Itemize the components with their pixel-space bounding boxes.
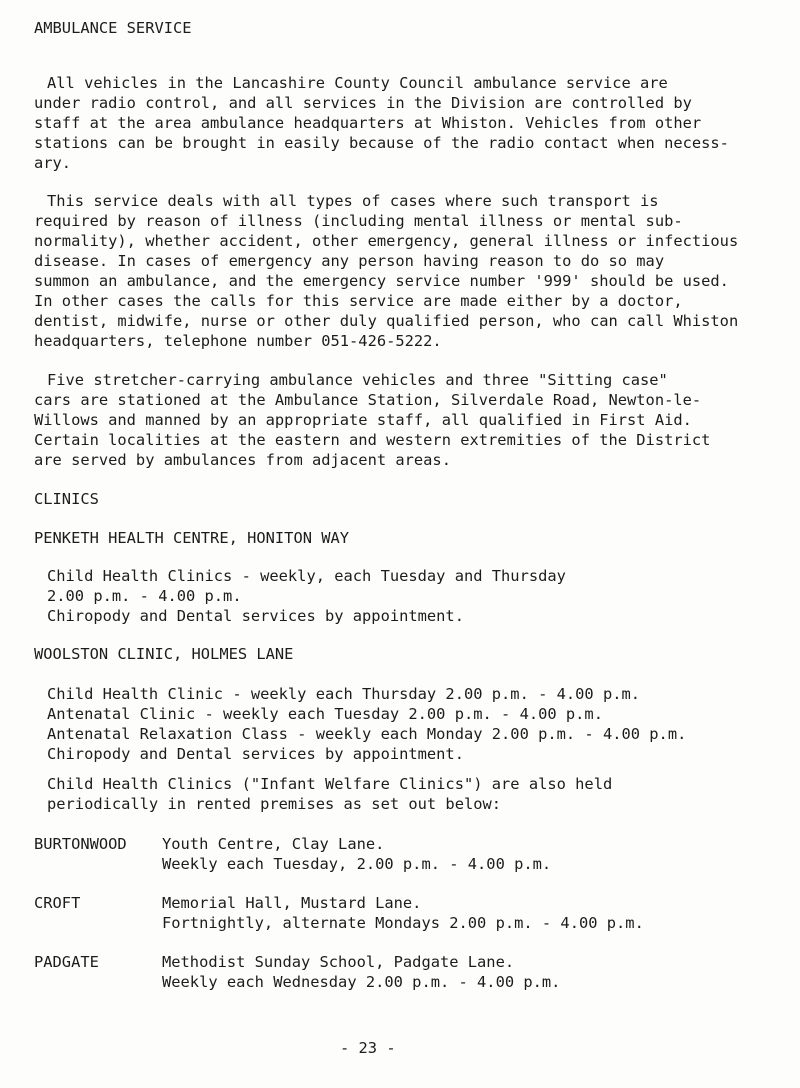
text-line: This service deals with all types of cases where such transport is [47,192,659,210]
text-line: In other cases the calls for this service are made either by a doctor, [34,292,683,310]
text-line: Five stretcher-carrying ambulance vehicles and three "Sitting case" [47,371,668,389]
venue-name: CROFT [34,894,81,912]
venue-schedule: Weekly each Wednesday 2.00 p.m. - 4.00 p.m. [162,973,561,991]
text-line: 2.00 p.m. - 4.00 p.m. [47,587,242,605]
venue-schedule: Weekly each Tuesday, 2.00 p.m. - 4.00 p.m. [162,855,552,873]
clinic-heading: WOOLSTON CLINIC, HOLMES LANE [34,645,294,663]
text-line: summon an ambulance, and the emergency service number '999' should be used. [34,272,729,290]
venue-address: Memorial Hall, Mustard Lane. [162,894,422,912]
text-line: headquarters, telephone number 051-426-5222. [34,332,442,350]
text-line: dentist, midwife, nurse or other duly qualified person, who can call Whiston [34,312,739,330]
venue-schedule: Fortnightly, alternate Mondays 2.00 p.m. - 4.00 p.m. [162,914,644,932]
text-line: Antenatal Relaxation Class - weekly each Monday 2.00 p.m. - 4.00 p.m. [47,725,687,743]
text-line: disease. In cases of emergency any person having reason to do so may [34,252,665,270]
text-line: All vehicles in the Lancashire County Council ambulance service are [47,74,668,92]
text-line: Chiropody and Dental services by appointment. [47,745,464,763]
text-line: Antenatal Clinic - weekly each Tuesday 2.00 p.m. - 4.00 p.m. [47,705,603,723]
venue-name: BURTONWOOD [34,835,127,853]
text-line: stations can be brought in easily because of the radio contact when necess- [34,134,729,152]
text-line: Child Health Clinics - weekly, each Tuesday and Thursday [47,567,566,585]
text-line: Child Health Clinic - weekly each Thursday 2.00 p.m. - 4.00 p.m. [47,685,641,703]
text-line: normality), whether accident, other emergency, general illness or infectious [34,232,739,250]
text-line: Chiropody and Dental services by appointment. [47,607,464,625]
page-number: - 23 - [340,1039,396,1057]
text-line: staff at the area ambulance headquarters at Whiston. Vehicles from other [34,114,702,132]
page-title: AMBULANCE SERVICE [34,19,192,37]
venue-name: PADGATE [34,953,99,971]
text-line: Certain localities at the eastern and western extremities of the District [34,431,711,449]
text-line: under radio control, and all services in the Division are controlled by [34,94,692,112]
text-line: ary. [34,154,72,172]
text-line: cars are stationed at the Ambulance Station, Silverdale Road, Newton-le- [34,391,702,409]
text-line: required by reason of illness (including mental illness or mental sub- [34,212,683,230]
text-line: Child Health Clinics ("Infant Welfare Clinics") are also held [47,775,613,793]
text-line: are served by ambulances from adjacent areas. [34,451,451,469]
clinic-heading: PENKETH HEALTH CENTRE, HONITON WAY [34,529,350,547]
venue-address: Youth Centre, Clay Lane. [162,835,385,853]
venue-address: Methodist Sunday School, Padgate Lane. [162,953,515,971]
text-line: periodically in rented premises as set out below: [47,795,502,813]
clinics-heading: CLINICS [34,490,99,508]
text-line: Willows and manned by an appropriate staff, all qualified in First Aid. [34,411,692,429]
